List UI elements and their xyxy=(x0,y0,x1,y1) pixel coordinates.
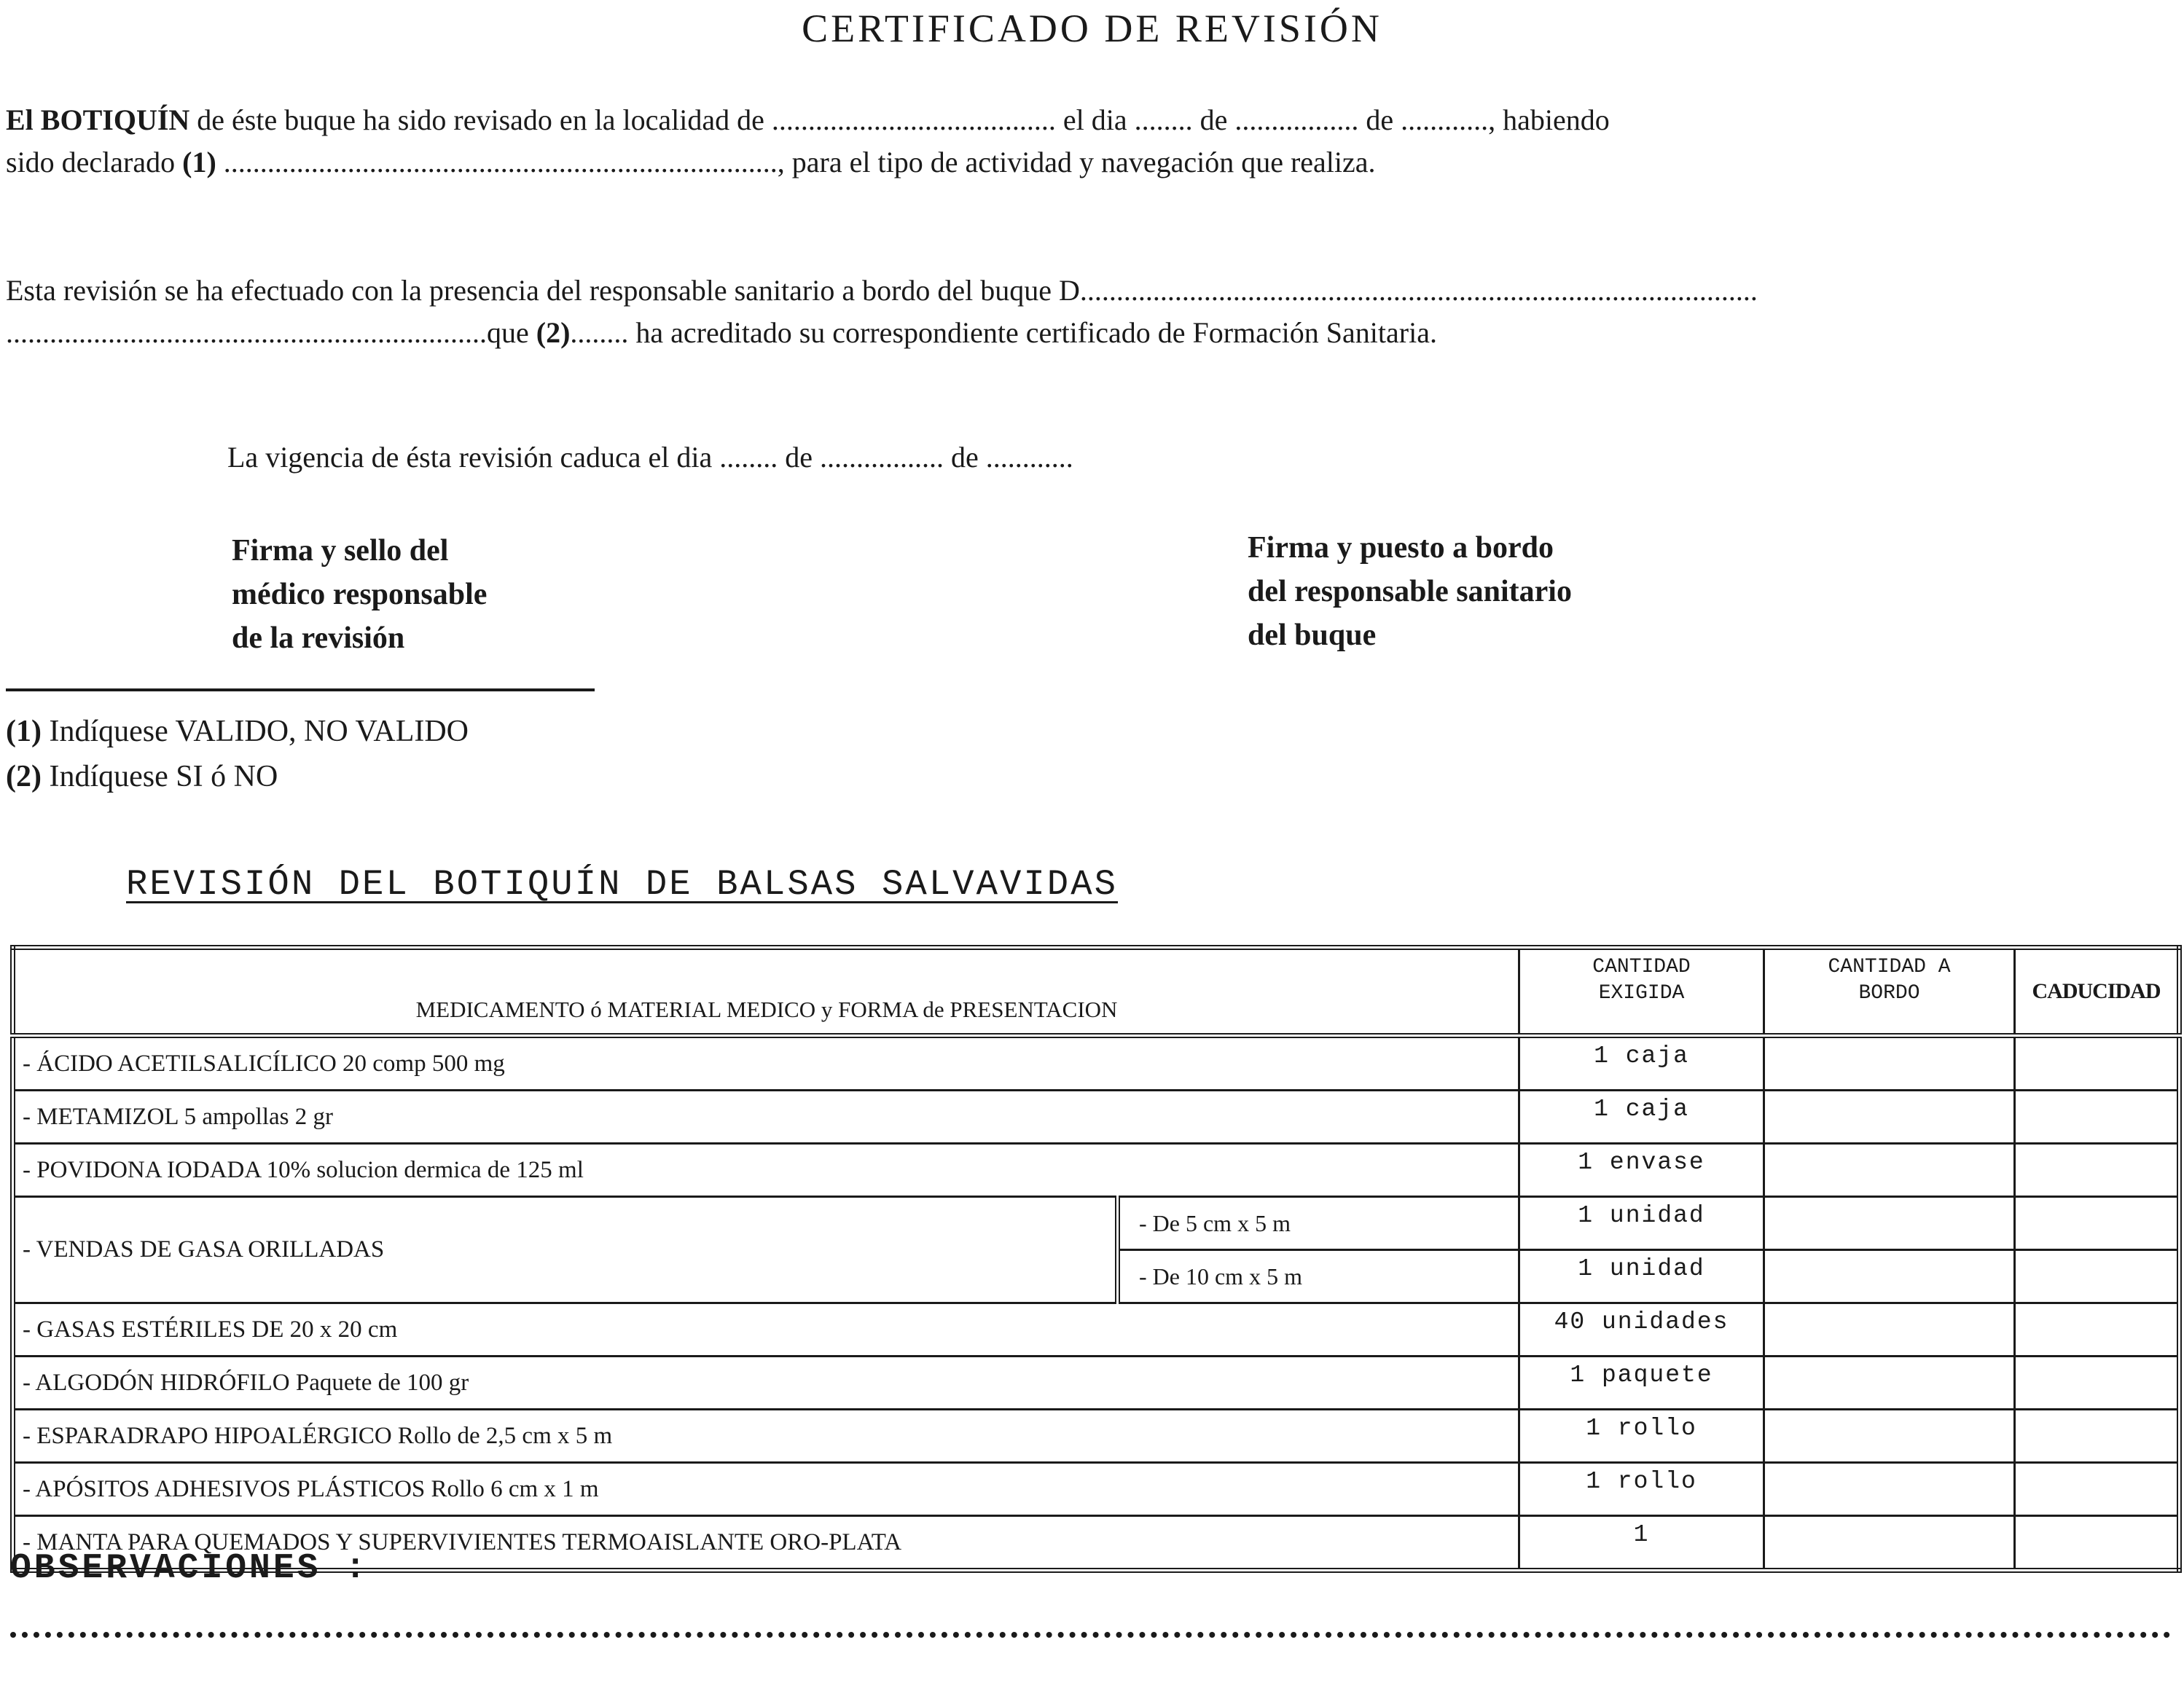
required-quantity: 1 caja xyxy=(1519,1091,1764,1144)
onboard-quantity-cell[interactable] xyxy=(1764,1410,2015,1463)
kit-label: El BOTIQUÍN de éste buque ha sido revisado en la localidad de ....................................... el dia ........ de ................. de ............, habiendo xyxy=(6,103,1610,136)
footnote-2: (2) Indíquese SI ó NO xyxy=(6,760,278,793)
observations-dotted-line[interactable] xyxy=(10,1632,2171,1642)
onboard-quantity-cell[interactable] xyxy=(1764,1463,2015,1516)
table-row xyxy=(13,1091,2180,1144)
required-quantity: 1 rollo xyxy=(1519,1410,1764,1463)
signature-line: médico responsable xyxy=(232,578,488,611)
signature-line: Firma y puesto a bordo xyxy=(1248,531,1554,565)
expiry-cell[interactable] xyxy=(2015,1410,2180,1463)
declared-line: sido declarado (1) ............................................................................, para el tipo de actividad y navegación que realiza. xyxy=(6,146,1376,178)
header-cantidad-bordo: CANTIDAD A BORDO xyxy=(1764,948,2015,1036)
expiry-cell[interactable] xyxy=(2015,1197,2180,1250)
item-name: - ÁCIDO ACETILSALICÍLICO 20 comp 500 mg xyxy=(13,1036,1519,1091)
footnote-divider xyxy=(6,688,595,691)
medical-kit-table xyxy=(10,945,2182,1573)
expiry-cell[interactable] xyxy=(2015,1250,2180,1303)
header-cantidad-exigida: CANTIDAD EXIGIDA xyxy=(1519,948,1764,1036)
onboard-quantity-cell[interactable] xyxy=(1764,1197,2015,1250)
item-name: - METAMIZOL 5 ampollas 2 gr xyxy=(13,1091,1519,1144)
signature-line: Firma y sello del xyxy=(232,534,449,568)
table-row xyxy=(13,1144,2180,1197)
onboard-quantity-cell[interactable] xyxy=(1764,1250,2015,1303)
required-quantity: 1 unidad xyxy=(1519,1197,1764,1250)
required-quantity: 1 rollo xyxy=(1519,1463,1764,1516)
onboard-quantity-cell[interactable] xyxy=(1764,1516,2015,1571)
expiry-cell[interactable] xyxy=(2015,1357,2180,1410)
footnote-1: (1) Indíquese VALIDO, NO VALIDO xyxy=(6,715,469,748)
item-name: - ESPARADRAPO HIPOALÉRGICO Rollo de 2,5 cm x 5 m xyxy=(13,1410,1519,1463)
item-name: - VENDAS DE GASA ORILLADAS xyxy=(13,1197,1118,1303)
item-name: - APÓSITOS ADHESIVOS PLÁSTICOS Rollo 6 cm x 1 m xyxy=(13,1463,1519,1516)
signature-line: de la revisión xyxy=(232,621,405,655)
crew-signature-block xyxy=(1248,526,1572,657)
onboard-quantity-cell[interactable] xyxy=(1764,1144,2015,1197)
table-header-row xyxy=(13,948,2180,1036)
validity-line: La vigencia de ésta revisión caduca el dia ........ de ................. de ............ xyxy=(227,441,1073,474)
table-row xyxy=(13,1463,2180,1516)
item-name: - ALGODÓN HIDRÓFILO Paquete de 100 gr xyxy=(13,1357,1519,1410)
table-row xyxy=(13,1303,2180,1357)
required-quantity: 1 envase xyxy=(1519,1144,1764,1197)
expiry-cell[interactable] xyxy=(2015,1091,2180,1144)
page-title: CERTIFICADO DE REVISIÓN xyxy=(802,7,1382,50)
item-name: - GASAS ESTÉRILES DE 20 x 20 cm xyxy=(13,1303,1519,1357)
expiry-cell[interactable] xyxy=(2015,1144,2180,1197)
onboard-quantity-cell[interactable] xyxy=(1764,1036,2015,1091)
presence-line-2: ..................................................................que (2)........ ha acreditado su correspondiente certificado de Formación Sanitaria. xyxy=(6,316,1437,349)
expiry-cell[interactable] xyxy=(2015,1463,2180,1516)
table-row xyxy=(13,1036,2180,1091)
header-medicamento: MEDICAMENTO ó MATERIAL MEDICO y FORMA de PRESENTACION xyxy=(13,948,1519,1036)
required-quantity: 1 paquete xyxy=(1519,1357,1764,1410)
expiry-cell[interactable] xyxy=(2015,1303,2180,1357)
onboard-quantity-cell[interactable] xyxy=(1764,1091,2015,1144)
doctor-signature-block xyxy=(232,529,487,660)
required-quantity: 1 xyxy=(1519,1516,1764,1571)
item-variant: - De 10 cm x 5 m xyxy=(1118,1250,1519,1303)
onboard-quantity-cell[interactable] xyxy=(1764,1303,2015,1357)
item-name: - MANTA PARA QUEMADOS Y SUPERVIVIENTES TERMOAISLANTE ORO-PLATA xyxy=(13,1516,1519,1571)
item-variant: - De 5 cm x 5 m xyxy=(1118,1197,1519,1250)
table-row xyxy=(13,1357,2180,1410)
table-row xyxy=(13,1197,2180,1250)
expiry-cell[interactable] xyxy=(2015,1516,2180,1571)
inspection-paragraph xyxy=(6,99,2174,184)
signature-line: del responsable sanitario xyxy=(1248,575,1572,608)
required-quantity: 1 unidad xyxy=(1519,1250,1764,1303)
required-quantity: 1 caja xyxy=(1519,1036,1764,1091)
item-name: - POVIDONA IODADA 10% solucion dermica de 125 ml xyxy=(13,1144,1519,1197)
header-caducidad: CADUCIDAD xyxy=(2015,948,2180,1036)
expiry-cell[interactable] xyxy=(2015,1036,2180,1091)
onboard-quantity-cell[interactable] xyxy=(1764,1357,2015,1410)
signature-line: del buque xyxy=(1248,619,1377,652)
table-row xyxy=(13,1410,2180,1463)
section-title: REVISIÓN DEL BOTIQUÍN DE BALSAS SALVAVIDAS xyxy=(126,864,1119,905)
presence-paragraph xyxy=(6,270,2174,354)
presence-line-1: Esta revisión se ha efectuado con la presencia del responsable sanitario a bordo del buque D............................................................................................. xyxy=(6,274,1758,307)
required-quantity: 40 unidades xyxy=(1519,1303,1764,1357)
observations-title: OBSERVACIONES : xyxy=(10,1549,369,1588)
